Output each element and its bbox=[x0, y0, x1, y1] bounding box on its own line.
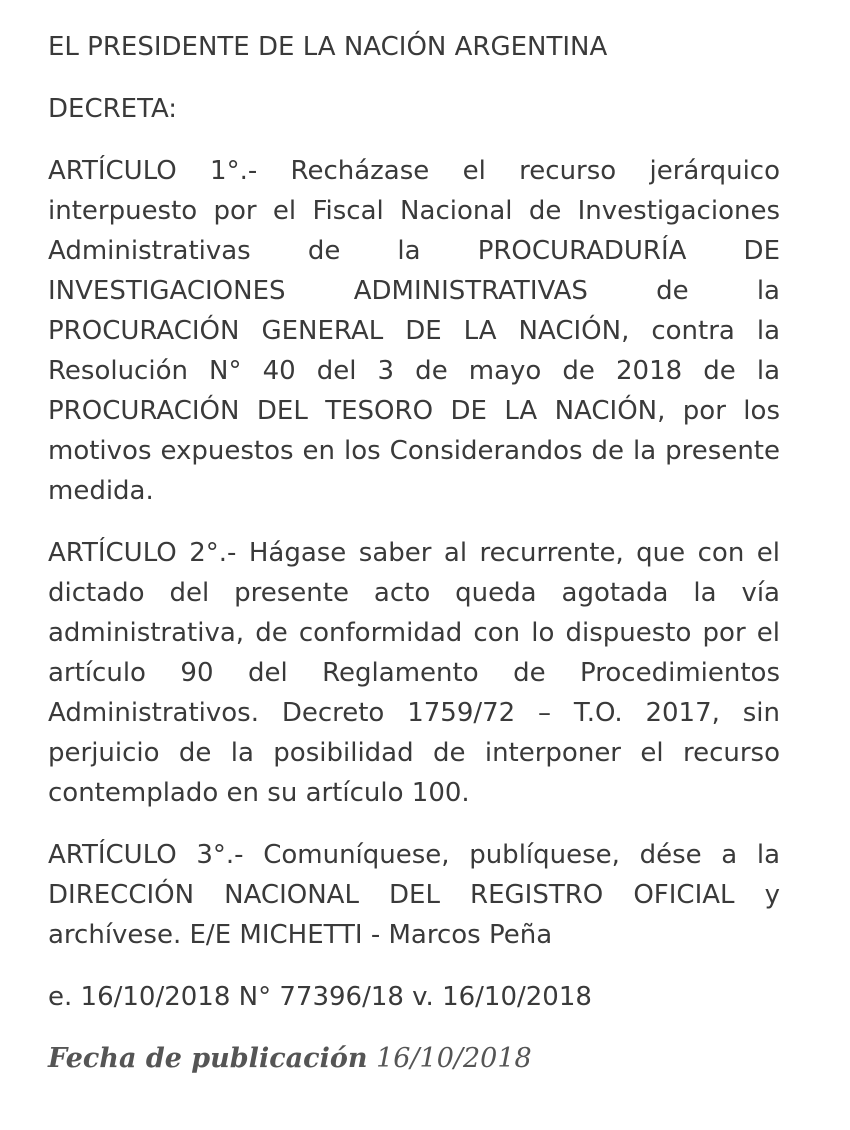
publication-date-label: Fecha de publicación bbox=[48, 1043, 368, 1074]
publication-date-line bbox=[48, 1039, 780, 1079]
decree-document bbox=[48, 27, 780, 1079]
publication-date-value: 16/10/2018 bbox=[376, 1043, 532, 1074]
decree-verb: DECRETA: bbox=[48, 94, 178, 124]
article-2: ARTÍCULO 2°.- Hágase saber al recurrente, que con el dictado del presente acto queda agotada la vía administrativa, de conformidad con lo dispuesto por el artículo 90 del Reglamento de Procedimientos Administrativos. Decreto 1759/72 – T.O. 2017, sin perjuicio de la posibilidad de interponer el recurso contemplado en su artículo 100. bbox=[48, 538, 780, 808]
decree-issuer: EL PRESIDENTE DE LA NACIÓN ARGENTINA bbox=[48, 32, 608, 62]
article-1: ARTÍCULO 1°.- Recházase el recurso jerárquico interpuesto por el Fiscal Nacional de Investigaciones Administrativas de la PROCURADURÍA DE INVESTIGACIONES ADMINISTRATIVAS de la PROCURACIÓN GENERAL DE LA NACIÓN, contra la Resolución N° 40 del 3 de mayo de 2018 de la PROCURACIÓN DEL TESORO DE LA NACIÓN, por los motivos expuestos en los Considerandos de la presente medida. bbox=[48, 156, 780, 506]
edition-line: e. 16/10/2018 N° 77396/18 v. 16/10/2018 bbox=[48, 982, 592, 1012]
article-3: ARTÍCULO 3°.- Comuníquese, publíquese, dése a la DIRECCIÓN NACIONAL DEL REGISTRO OFICIAL y archívese. E/E MICHETTI - Marcos Peña bbox=[48, 840, 780, 950]
